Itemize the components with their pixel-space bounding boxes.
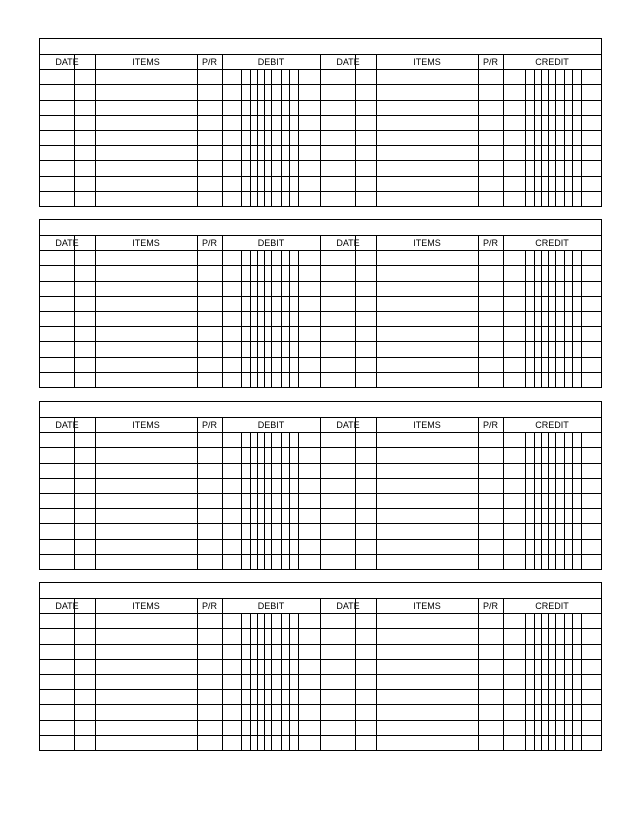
ledger-title-band[interactable]: [40, 583, 601, 598]
credit-header: CREDIT: [535, 56, 569, 67]
credit-header: CREDIT: [535, 237, 569, 248]
date-header-right: DATE: [336, 600, 360, 611]
items-header-right: ITEMS: [413, 419, 441, 430]
pr-header-left: P/R: [201, 600, 218, 611]
items-header-left: ITEMS: [132, 237, 160, 248]
items-header-left: ITEMS: [132, 600, 160, 611]
debit-header: DEBIT: [257, 237, 285, 248]
pr-header-left: P/R: [201, 237, 218, 248]
ledger-block: [39, 220, 602, 388]
date-header-left: DATE: [55, 600, 79, 611]
credit-header: CREDIT: [535, 419, 569, 430]
items-header-right: ITEMS: [413, 237, 441, 248]
ledger-title-band[interactable]: [40, 39, 601, 54]
date-header-right: DATE: [336, 419, 360, 430]
date-header-left: DATE: [55, 237, 79, 248]
date-header-right: DATE: [336, 56, 360, 67]
pr-header-left: P/R: [201, 419, 218, 430]
pr-header-right: P/R: [482, 56, 499, 67]
date-header-left: DATE: [55, 419, 79, 430]
items-header-left: ITEMS: [132, 56, 160, 67]
debit-header: DEBIT: [257, 419, 285, 430]
debit-header: DEBIT: [257, 56, 285, 67]
pr-header-right: P/R: [482, 419, 499, 430]
items-header-right: ITEMS: [413, 600, 441, 611]
ledger-title-band[interactable]: [40, 220, 601, 235]
ledger-block: [39, 583, 602, 751]
pr-header-left: P/R: [201, 56, 218, 67]
ledger-block: [39, 402, 602, 570]
items-header-left: ITEMS: [132, 419, 160, 430]
credit-header: CREDIT: [535, 600, 569, 611]
pr-header-right: P/R: [482, 237, 499, 248]
date-header-left: DATE: [55, 56, 79, 67]
date-header-right: DATE: [336, 237, 360, 248]
debit-header: DEBIT: [257, 600, 285, 611]
items-header-right: ITEMS: [413, 56, 441, 67]
ledger-title-band[interactable]: [40, 402, 601, 417]
ledger-block: [39, 39, 602, 207]
pr-header-right: P/R: [482, 600, 499, 611]
